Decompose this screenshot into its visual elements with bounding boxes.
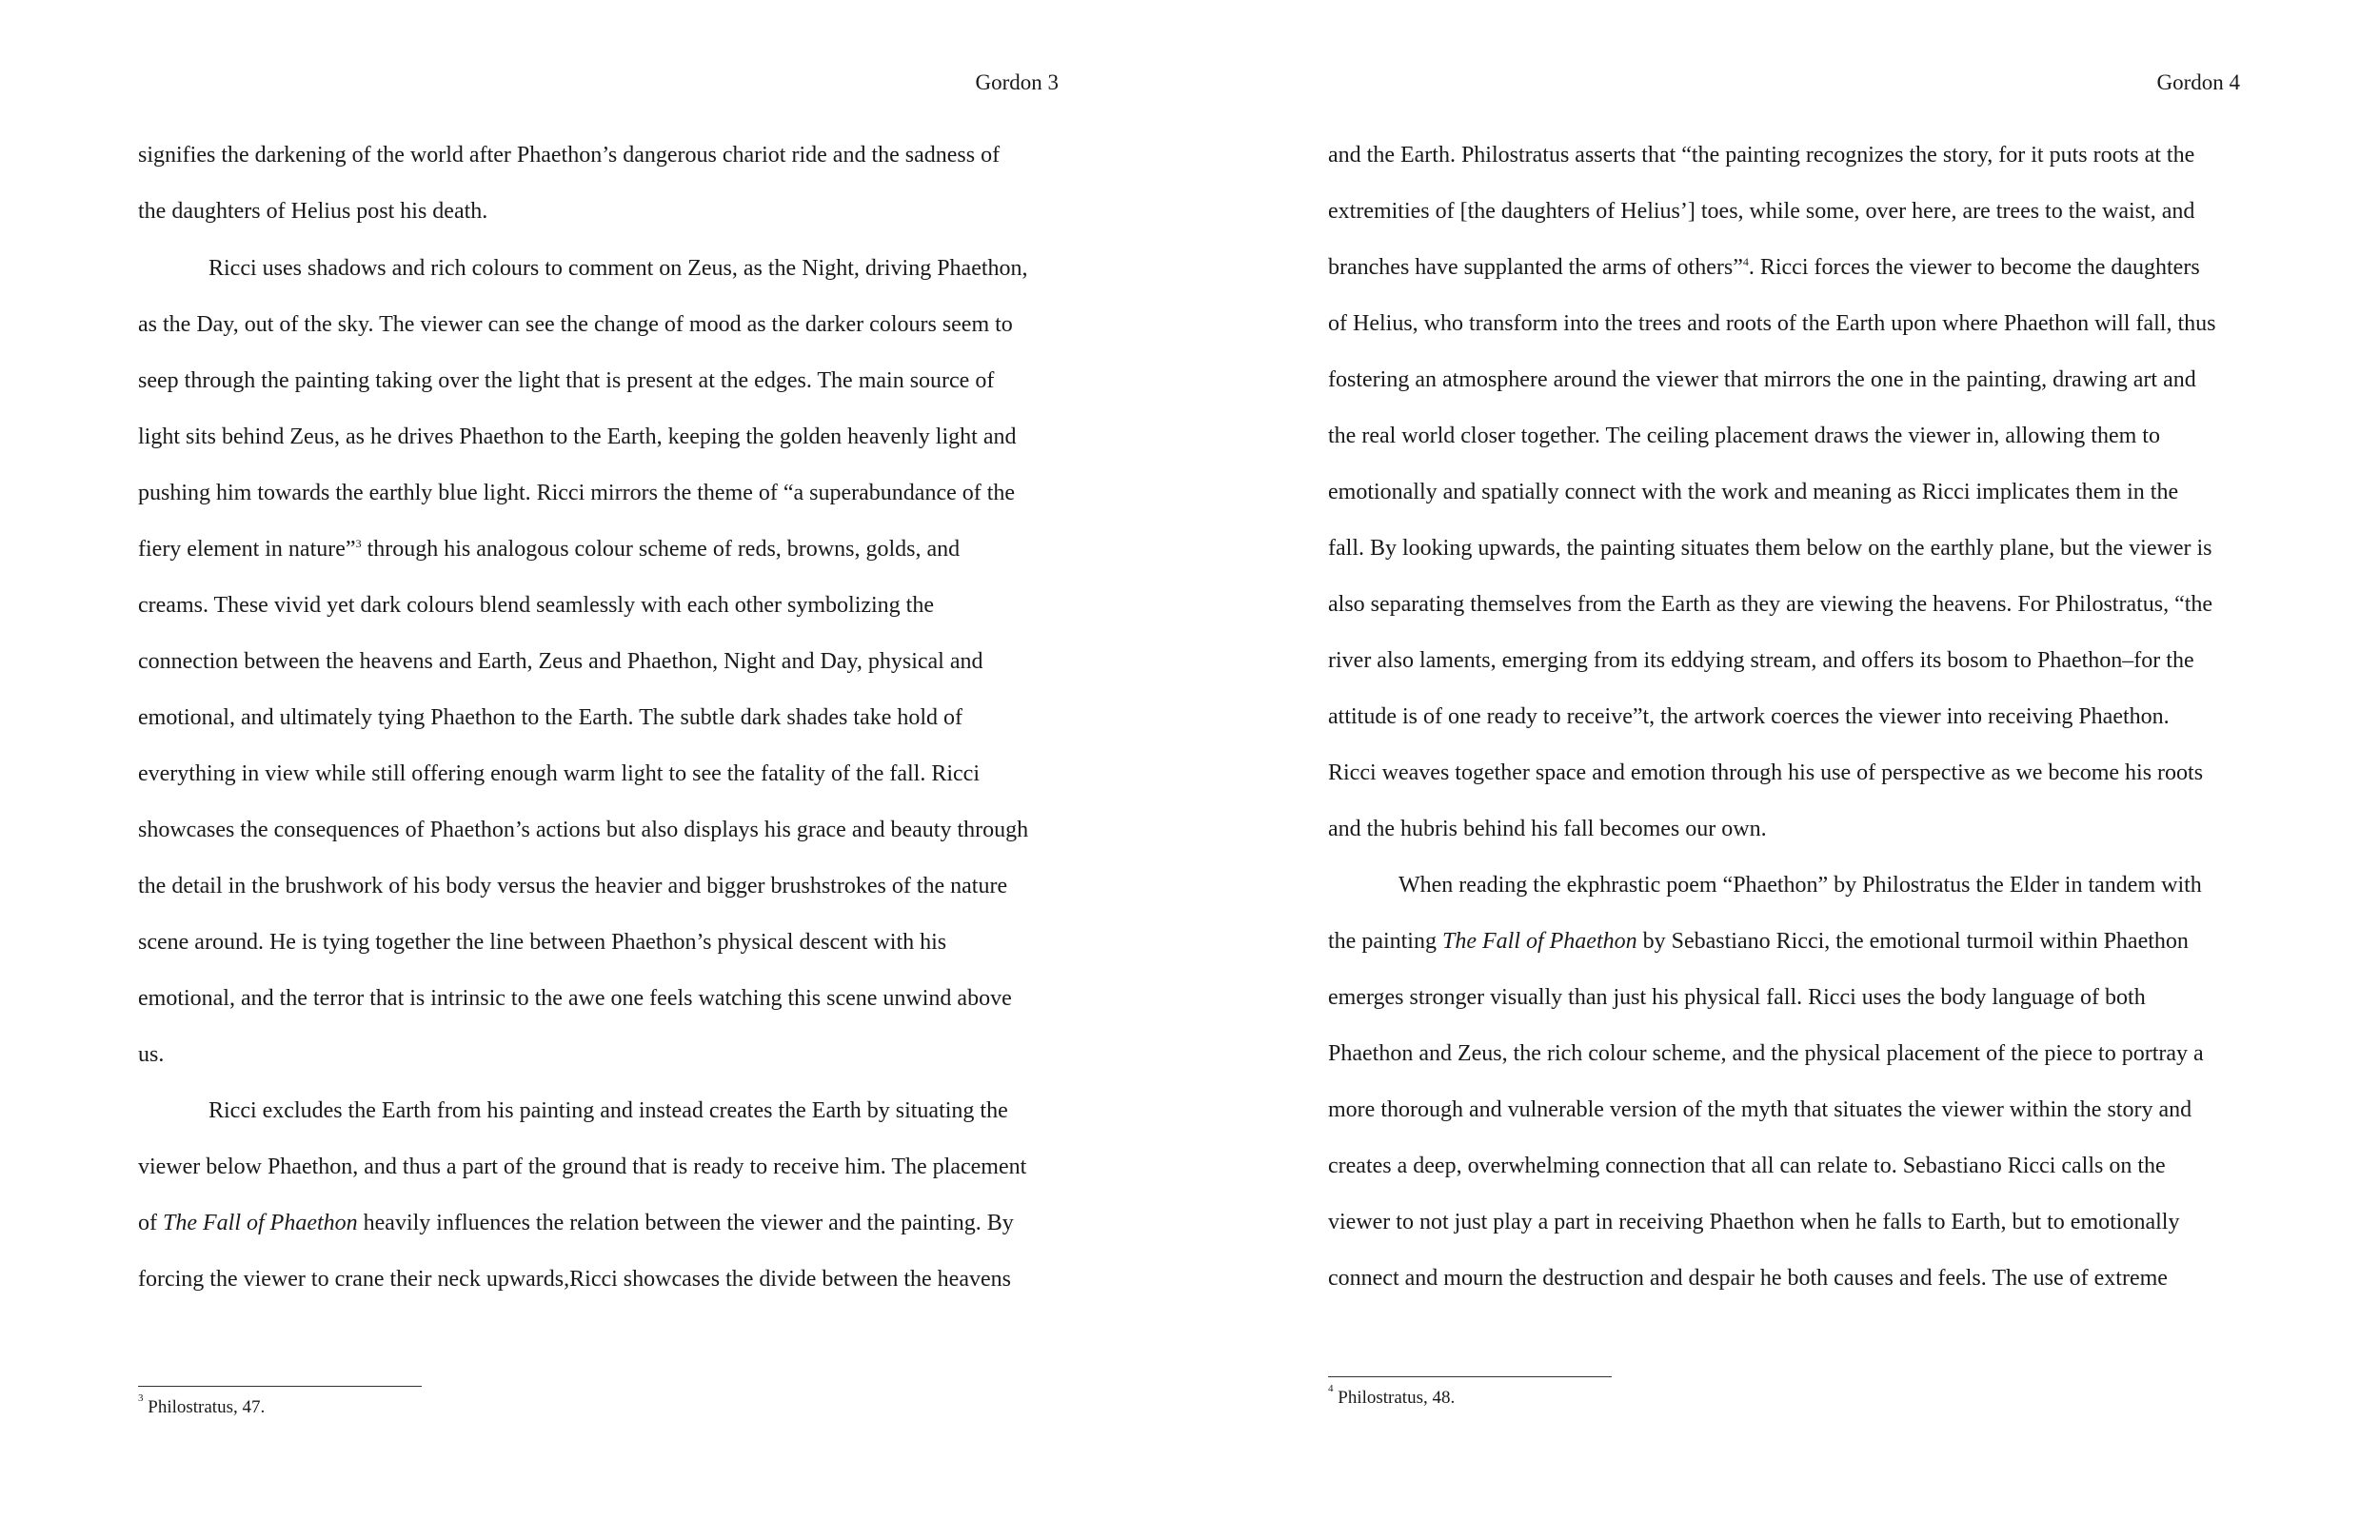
text-line: [138, 1209, 1014, 1237]
text-segment: through his analogous colour scheme of reds, browns, golds, and: [361, 537, 961, 562]
text-line: scene around. He is tying together the line between Phaethon’s physical descent with his: [138, 930, 947, 955]
text-line: also separating themselves from the Earth as they are viewing the heavens. For Philostratus, “the: [1328, 592, 2213, 617]
text-line: [1328, 927, 2189, 956]
text-line: Ricci weaves together space and emotion through his use of perspective as we become his roots: [1328, 760, 2204, 785]
text-line: everything in view while still offering enough warm light to see the fatality of the fall. Ricci: [138, 761, 980, 786]
footnote: [1328, 1383, 1456, 1409]
text-line: fall. By looking upwards, the painting situates them below on the earthly plane, but the viewer is: [1328, 536, 2212, 561]
footnote-divider: [138, 1386, 422, 1387]
text-line: light sits behind Zeus, as he drives Phaethon to the Earth, keeping the golden heavenly light and: [138, 424, 1017, 449]
text-line: viewer to not just play a part in receiving Phaethon when he falls to Earth, but to emotionally: [1328, 1210, 2180, 1234]
text-segment: the painting: [1328, 929, 1442, 954]
text-line: [1328, 253, 2200, 282]
text-line: signifies the darkening of the world after Phaethon’s dangerous chariot ride and the sadness of: [138, 143, 1001, 168]
text-segment: branches have supplanted the arms of others”: [1328, 255, 1743, 280]
text-line: emerges stronger visually than just his physical fall. Ricci uses the body language of both: [1328, 985, 2146, 1010]
text-line: as the Day, out of the sky. The viewer can see the change of mood as the darker colours seem to: [138, 312, 1013, 337]
painting-title: The Fall of Phaethon: [1441, 929, 1637, 954]
footnote-text: Philostratus, 47.: [143, 1397, 266, 1417]
text-line: of Helius, who transform into the trees and roots of the Earth upon where Phaethon will fall, thus: [1328, 311, 2216, 336]
page-gordon-4: [1190, 0, 2380, 1540]
footnote-ref: 3: [355, 537, 362, 550]
text-line: Ricci excludes the Earth from his painting and instead creates the Earth by situating the: [208, 1098, 1008, 1123]
text-line: extremities of [the daughters of Helius’] toes, while some, over here, are trees to the waist, and: [1328, 199, 2195, 224]
text-line: [138, 535, 960, 563]
text-line: viewer below Phaethon, and thus a part of the ground that is ready to receive him. The placement: [138, 1155, 1027, 1179]
text-line: attitude is of one ready to receive”t, the artwork coerces the viewer into receiving Phaethon.: [1328, 704, 2170, 729]
text-line: river also laments, emerging from its eddying stream, and offers its bosom to Phaethon–for the: [1328, 648, 2194, 673]
text-line: Ricci uses shadows and rich colours to comment on Zeus, as the Night, driving Phaethon,: [208, 256, 1028, 281]
text-line: the detail in the brushwork of his body versus the heavier and bigger brushstrokes of the nature: [138, 874, 1008, 898]
text-line: seep through the painting taking over the light that is present at the edges. The main source of: [138, 368, 995, 393]
text-line: and the Earth. Philostratus asserts that “the painting recognizes the story, for it puts roots at the: [1328, 143, 2195, 168]
text-segment: of: [138, 1211, 163, 1235]
footnote-number: 4: [1328, 1383, 1334, 1394]
text-segment: by Sebastiano Ricci, the emotional turmoil within Phaethon: [1636, 929, 2189, 954]
text-line: showcases the consequences of Phaethon’s actions but also displays his grace and beauty through: [138, 818, 1029, 842]
painting-title: The Fall of Phaethon: [163, 1211, 358, 1235]
text-line: forcing the viewer to crane their neck upwards,Ricci showcases the divide between the heavens: [138, 1267, 1011, 1292]
text-line: and the hubris behind his fall becomes our own.: [1328, 817, 1767, 841]
text-line: When reading the ekphrastic poem “Phaethon” by Philostratus the Elder in tandem with: [1398, 873, 2202, 898]
footnote-divider: [1328, 1376, 1612, 1377]
text-line: us.: [138, 1042, 165, 1067]
text-line: fostering an atmosphere around the viewer that mirrors the one in the painting, drawing art and: [1328, 367, 2196, 392]
text-line: creates a deep, overwhelming connection that all can relate to. Sebastiano Ricci calls on the: [1328, 1154, 2166, 1178]
text-line: the real world closer together. The ceiling placement draws the viewer in, allowing them to: [1328, 424, 2160, 448]
page-header: Gordon 3: [975, 70, 1059, 94]
footnote: [138, 1392, 266, 1418]
text-segment: fiery element in nature”: [138, 537, 356, 562]
footnote-number: 3: [138, 1392, 144, 1404]
text-line: emotional, and ultimately tying Phaethon to the Earth. The subtle dark shades take hold of: [138, 705, 963, 730]
text-segment: heavily influences the relation between the viewer and the painting. By: [357, 1211, 1014, 1235]
text-line: emotional, and the terror that is intrinsic to the awe one feels watching this scene unwind above: [138, 986, 1012, 1011]
text-line: Phaethon and Zeus, the rich colour scheme, and the physical placement of the piece to portray a: [1328, 1041, 2204, 1066]
footnote-text: Philostratus, 48.: [1333, 1388, 1456, 1408]
text-line: pushing him towards the earthly blue light. Ricci mirrors the theme of “a superabundance of the: [138, 481, 1016, 505]
text-line: connection between the heavens and Earth, Zeus and Phaethon, Night and Day, physical and: [138, 649, 983, 674]
text-line: more thorough and vulnerable version of the myth that situates the viewer within the story and: [1328, 1097, 2192, 1122]
text-segment: . Ricci forces the viewer to become the daughters: [1748, 255, 2200, 280]
page-header: Gordon 4: [2156, 70, 2240, 94]
text-line: creams. These vivid yet dark colours blend seamlessly with each other symbolizing the: [138, 593, 935, 618]
text-line: emotionally and spatially connect with the work and meaning as Ricci implicates them in the: [1328, 480, 2179, 504]
text-line: connect and mourn the destruction and despair he both causes and feels. The use of extreme: [1328, 1266, 2168, 1291]
footnote-ref: 4: [1742, 255, 1749, 268]
text-line: the daughters of Helius post his death.: [138, 199, 488, 224]
